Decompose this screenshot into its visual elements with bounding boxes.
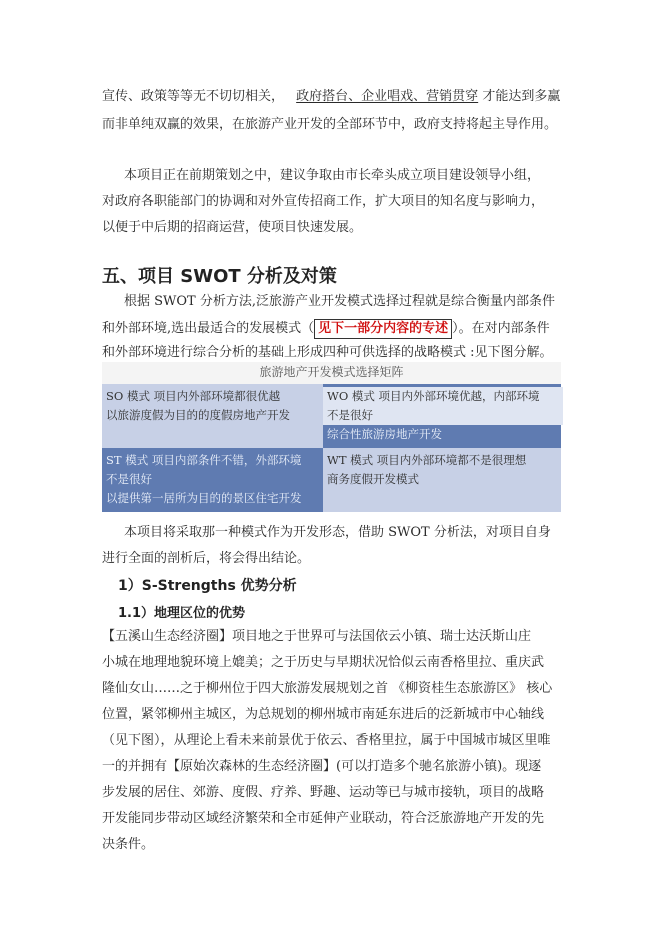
paragraph-5-line-6: 一的并拥有【原始次森林的生态经济圈】(可以打造多个驰名旅游小镇)。现逐: [102, 759, 542, 774]
matrix-title: 旅游地产开发模式选择矩阵: [102, 362, 561, 384]
paragraph-5-line-4: 位置，紧邻柳州主城区，为总规划的柳州城市南延东进后的泛新城市中心轴线: [102, 707, 545, 722]
paragraph-5-line-8: 开发能同步带动区域经济繁荣和全市延伸产业联动，符合泛旅游地产开发的先: [102, 811, 545, 826]
p1-text-after: 才能达到多赢: [482, 89, 561, 104]
paragraph-2-line-2: 对政府各职能部门的协调和对外宣传招商工作，扩大项目的知名度与影响力，: [102, 194, 545, 209]
paragraph-3-line-1: 根据 SWOT 分析方法,泛旅游产业开发模式选择过程就是综合衡量内部条件: [124, 294, 555, 309]
paragraph-5-line-1: 【五溪山生态经济圈】项目地之于世界可与法国依云小镇、瑞士达沃斯山庄: [102, 629, 532, 644]
swot-matrix: [102, 362, 561, 512]
paragraph-5-line-5: （见下图），从理论上看未来前景优于依云、香格里拉，属于中国城市城区里唯: [102, 733, 551, 748]
matrix-cell-so: [102, 384, 323, 448]
wt-line: WT 模式 项目内外部环境都不是很理想: [327, 453, 527, 467]
paragraph-2-line-3: 以便于中后期的招商运营，使项目快速发展。: [102, 220, 363, 235]
paragraph-4-line-1: 本项目将采取那一种模式作为开发形态，借助 SWOT 分析法，对项目自身: [124, 525, 551, 540]
matrix-cell-st: [102, 448, 323, 512]
matrix-cell-wt: [323, 448, 561, 512]
wo-line: 综合性旅游房地产开发: [327, 427, 442, 441]
paragraph-5-line-9: 决条件。: [102, 837, 155, 852]
paragraph-4-line-2: 进行全面的剖析后，将会得出结论。: [102, 551, 311, 566]
paragraph-2-line-1: 本项目正在前期策划之中，建议争取由市长牵头成立项目建设领导小组，: [124, 168, 541, 183]
paragraph-1-line-2: 而非单纯双赢的效果，在旅游产业开发的全部环节中，政府支持将起主导作用。: [102, 117, 558, 132]
paragraph-3-line-2: [102, 319, 550, 339]
paragraph-5-line-3: 隆仙女山……之于柳州位于四大旅游发展规划之首 《柳资桂生态旅游区》 核心: [102, 681, 553, 696]
paragraph-5-line-2: 小城在地理地貌环境上媲美；之于历史与早期状况恰似云南香格里拉、重庆武: [102, 655, 545, 670]
st-line: ST 模式 项目内部条件不错，外部环境: [106, 453, 302, 467]
subsection-heading-strengths: 1）S-Strengths 优势分析: [118, 578, 297, 594]
cross-reference-box: 见下一部分内容的专述: [314, 319, 452, 339]
p1-text-before: 宣传、政策等等无不切切相关，: [102, 89, 285, 104]
matrix-cell-wo: [323, 384, 561, 448]
wo-line: WO 模式 项目内外部环境优越，内部环境: [323, 387, 563, 406]
paragraph-1-line-1: [102, 88, 560, 106]
so-line: SO 模式 项目内外部环境都很优越: [106, 389, 281, 403]
p1-underlined-text: 政府搭台、企业唱戏、营销贯穿: [296, 89, 479, 104]
paragraph-5-line-7: 步发展的居住、郊游、度假、疗养、野趣、运动等已与城市接轨，项目的战略: [102, 785, 545, 800]
subsection-heading-location: 1.1）地理区位的优势: [118, 606, 246, 621]
section-heading: 五、项目 SWOT 分析及对策: [102, 266, 337, 287]
st-line: 以提供第一居所为目的的景区住宅开发: [106, 491, 302, 505]
wt-line: 商务度假开发模式: [327, 472, 419, 486]
st-line: 不是很好: [106, 472, 152, 486]
p3-text-before: 和外部环境,选出最适合的发展模式（: [102, 321, 315, 336]
so-line: 以旅游度假为目的的度假房地产开发: [106, 408, 290, 422]
paragraph-3-line-3: 和外部环境进行综合分析的基础上形成四种可供选择的战略模式 :见下图分解。: [102, 345, 553, 360]
p3-text-after: ）。在对内部条件: [452, 321, 550, 336]
wo-line: 不是很好: [323, 406, 563, 425]
